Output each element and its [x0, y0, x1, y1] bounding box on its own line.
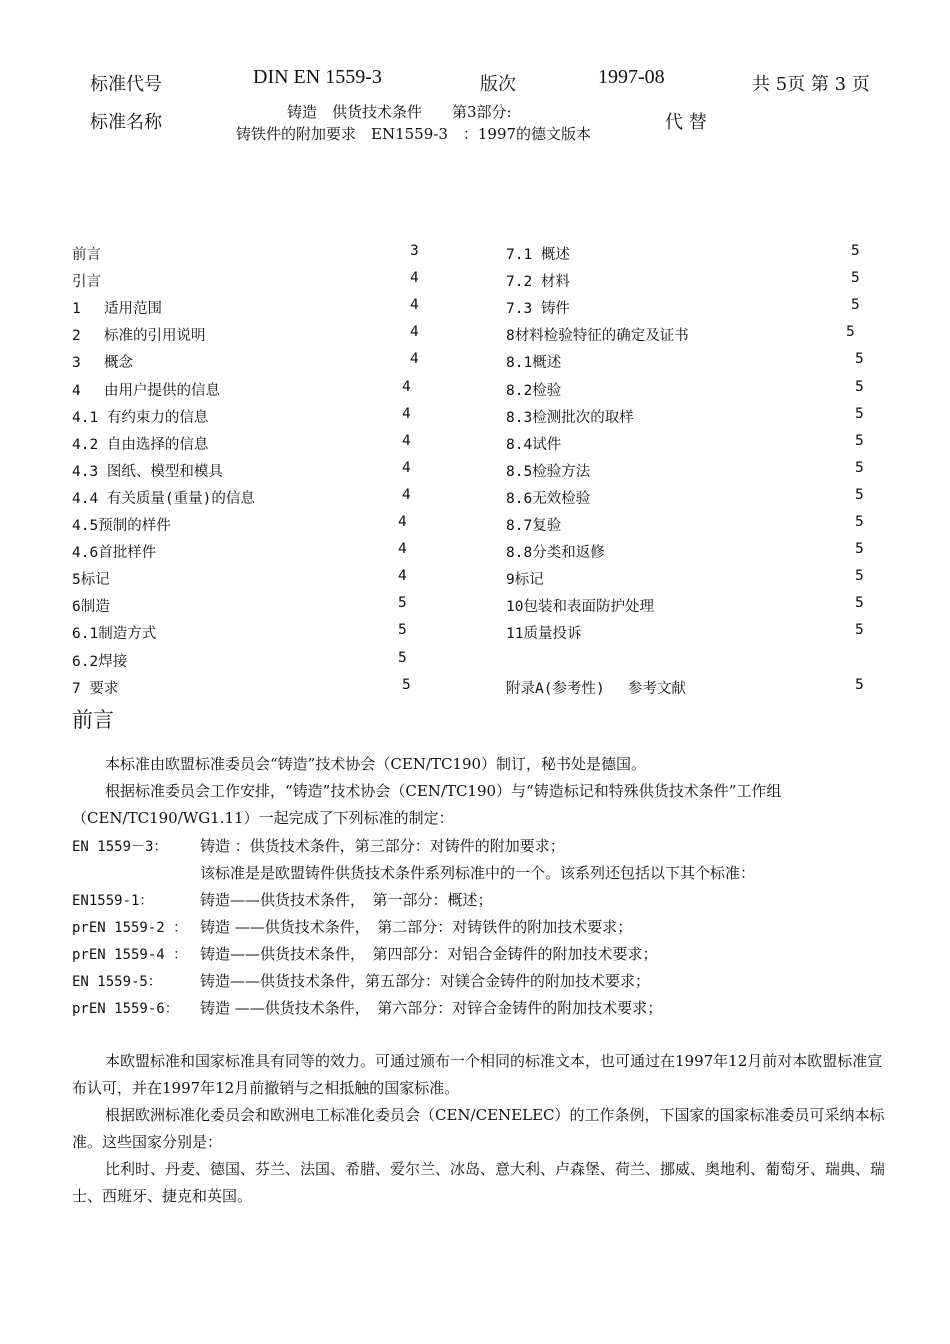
standard-code-value: DIN EN 1559-3 — [253, 66, 382, 88]
edition-value: 1997-08 — [598, 66, 665, 88]
toc-entry-page: 5 — [851, 297, 860, 314]
edition-label: 版次 — [480, 74, 516, 95]
toc-entry-title: 8.1概述 — [506, 355, 562, 372]
foreword-paragraph-3: 本欧盟标准和国家标准具有同等的效力。可通过颁布一个相同的标准文本，也可通过在1997年12月前对本欧盟标准宣布认可，并在1997年12月前撤销与之相抵触的国家标准。 — [72, 1052, 883, 1097]
toc-entry-page: 5 — [855, 351, 864, 368]
standard-code: prEN 1559-4 ： — [72, 947, 188, 963]
standard-description: 铸造——供货技术条件， 第一部分：概述； — [200, 891, 493, 909]
page-count: 共 5页 第 3 页 — [752, 74, 870, 95]
toc-entry-title: 7.1 概述 — [506, 247, 570, 263]
toc-entry-title: 4.1 有约束力的信息 — [72, 409, 209, 426]
toc-entry-title: 4.5预制的样件 — [72, 518, 171, 534]
toc-entry-page: 4 — [402, 459, 411, 476]
toc-entry-title: 1 适用范围 — [72, 301, 162, 318]
toc-entry-page: 5 — [855, 568, 864, 585]
toc-entry-page: 5 — [855, 676, 864, 693]
toc-entry-title: 4.3 图纸、模型和模具 — [72, 463, 223, 480]
standard-name-label: 标准名称 — [90, 112, 162, 133]
standard-code: EN 1559-5： — [72, 974, 162, 990]
toc-entry-page: 4 — [398, 514, 407, 530]
toc-entry-page: 3 — [410, 243, 419, 259]
toc-entry-page: 5 — [855, 541, 864, 558]
foreword-title: 前言 — [72, 708, 114, 732]
replaces-label: 代 替 — [665, 112, 707, 133]
toc-entry-page: 4 — [402, 486, 411, 503]
toc-entry-title: 8.5检验方法 — [506, 463, 591, 480]
standard-description: 铸造 ——供货技术条件， 第二部分：对铸铁件的附加技术要求； — [200, 918, 633, 936]
toc-entry-title: 8.6无效检验 — [506, 490, 591, 507]
toc-entry-title: 8.3检测批次的取样 — [506, 409, 634, 426]
toc-entry-page: 5 — [855, 622, 864, 639]
toc-entry-title: 7.2 材料 — [506, 274, 570, 291]
toc-entry-page: 4 — [402, 432, 411, 449]
toc-entry-title: 5标记 — [72, 572, 110, 589]
standard-code-label: 标准代号 — [90, 74, 162, 95]
toc-entry-title: 8.2检验 — [506, 382, 562, 399]
standard-name-line2: 铸铁件的附加要求 EN1559-3 ：1997的德文版本 — [236, 125, 592, 143]
toc-entry-page: 5 — [398, 622, 407, 639]
toc-entry-title: 10包装和表面防护处理 — [506, 599, 654, 616]
toc-entry-title: 前言 — [72, 247, 101, 263]
toc-entry-page: 4 — [410, 351, 419, 368]
standard-description: 铸造 ：供货技术条件，第三部分：对铸件的附加要求； — [200, 837, 565, 855]
toc-entry-title: 9标记 — [506, 572, 544, 589]
toc-entry-page: 5 — [855, 405, 864, 422]
toc-entry-page: 4 — [398, 541, 407, 558]
standard-code: EN1559-1： — [72, 893, 154, 909]
standard-description: 铸造——供货技术条件， 第四部分：对铝合金铸件的附加技术要求； — [200, 945, 658, 963]
toc-entry-page: 5 — [855, 514, 864, 530]
toc-entry-title: 7.3 铸件 — [506, 301, 570, 318]
standard-description: 该标准是是欧盟铸件供货技术条件系列标准中的一个。该系列还包括以下其个标准： — [200, 864, 756, 882]
toc-entry-title: 8材料检验特征的确定及证书 — [506, 328, 689, 345]
toc-entry-title: 6.1制造方式 — [72, 626, 157, 643]
toc-entry-title: 引言 — [72, 274, 101, 291]
toc-entry-page: 4 — [410, 297, 419, 314]
standard-name-line1: 铸造 供货技术条件 第3部分: — [287, 103, 512, 121]
toc-entry-title: 3 概念 — [72, 355, 133, 372]
toc-entry-page: 5 — [402, 676, 411, 693]
toc-entry-page: 5 — [398, 595, 407, 612]
foreword-paragraph-5: 比利时、丹麦、德国、芬兰、法国、希腊、爱尔兰、冰岛、意大利、卢森堡、荷兰、挪威、奥地利、葡萄牙、瑞典、瑞士、西班牙、捷克和英国。 — [72, 1160, 886, 1205]
foreword-paragraph-2: 根据标准委员会工作安排，“铸造”技术协会（CEN/TC190）与“铸造标记和特殊供货技术条件”工作组（CEN/TC190/WG1.11）一起完成了下列标准的制定： — [72, 782, 782, 827]
toc-entry-title: 4.6首批样件 — [72, 545, 157, 562]
standard-code: prEN 1559-6： — [72, 1001, 179, 1017]
toc-entry-title: 8.7复验 — [506, 518, 562, 534]
toc-entry-page: 5 — [398, 649, 407, 666]
toc-entry-page: 4 — [398, 568, 407, 585]
toc-entry-page: 5 — [855, 459, 864, 476]
toc-entry-page: 5 — [855, 432, 864, 449]
toc-entry-page: 5 — [855, 486, 864, 503]
toc-entry-page: 5 — [855, 378, 864, 395]
toc-entry-page: 5 — [851, 270, 860, 287]
toc-entry-title: 4.4 有关质量(重量)的信息 — [72, 490, 255, 507]
toc-entry-title: 6制造 — [72, 599, 110, 616]
toc-entry-title: 附录A(参考性) 参考文献 — [506, 680, 686, 697]
toc-entry-page: 4 — [402, 378, 411, 395]
toc-entry-page: 4 — [410, 270, 419, 287]
toc-entry-title: 8.4试件 — [506, 436, 562, 453]
toc-entry-title: 11质量投诉 — [506, 626, 582, 643]
toc-entry-page: 5 — [855, 595, 864, 612]
toc-entry-page: 5 — [851, 243, 860, 259]
toc-entry-page: 4 — [402, 405, 411, 422]
toc-entry-title: 7 要求 — [72, 680, 119, 697]
toc-entry-title: 2 标准的引用说明 — [72, 328, 206, 345]
toc-entry-title: 4 由用户提供的信息 — [72, 382, 220, 399]
standard-code: prEN 1559-2 ： — [72, 920, 188, 936]
standard-description: 铸造——供货技术条件，第五部分：对镁合金铸件的附加技术要求； — [200, 972, 651, 990]
toc-entry-title: 4.2 自由选择的信息 — [72, 436, 209, 453]
standard-description: 铸造 ——供货技术条件， 第六部分：对锌合金铸件的附加技术要求； — [200, 999, 663, 1017]
foreword-paragraph-4: 根据欧洲标准化委员会和欧洲电工标准化委员会（CEN/CENELEC）的工作条例，下国家的国家标准委员可采纳本标准。这些国家分别是： — [72, 1106, 885, 1151]
toc-entry-title: 8.8分类和返修 — [506, 545, 605, 562]
foreword-paragraph-1: 本标准由欧盟标准委员会“铸造”技术协会（CEN/TC190）制订，秘书处是德国。 — [105, 755, 647, 773]
toc-entry-page: 5 — [846, 324, 855, 341]
toc-entry-page: 4 — [410, 324, 419, 341]
standard-code: EN 1559－3： — [72, 839, 168, 855]
toc-entry-title: 6.2焊接 — [72, 653, 128, 670]
